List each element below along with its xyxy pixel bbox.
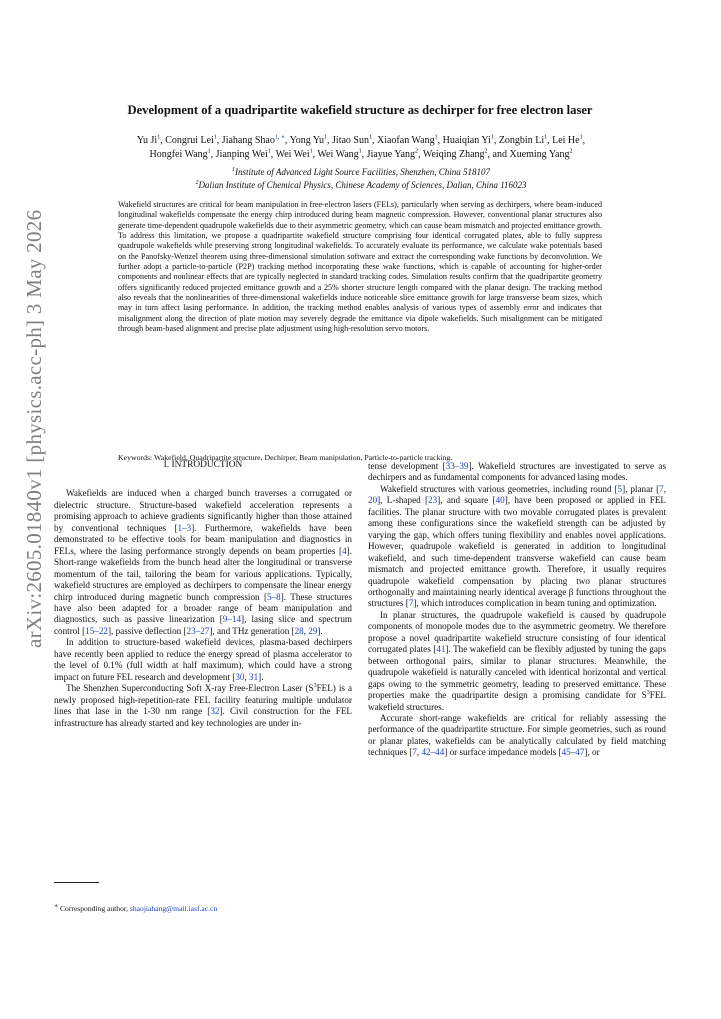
- paragraph: [368, 713, 666, 759]
- author-name: Hongfei Wang: [149, 149, 208, 160]
- author-affiliation-mark: 1, ∗: [274, 134, 285, 141]
- left-column: [54, 460, 352, 729]
- keywords: Keywords: Wakefield, Quadripartite structure, Dechirper, Beam manipulation, Particle-to-particle tracking.: [118, 453, 453, 462]
- citation-link[interactable]: 5–8: [267, 591, 281, 602]
- author-name: and Xueming Yang: [492, 149, 570, 160]
- author-affiliation-mark: 1: [207, 148, 211, 155]
- body-text: ]. The wakefield can be flexibly adjusted by tuning the gaps between orthogonal pairs, similar to planar structures. Meanwhile, the quadrupole wakefield is naturally canceled with identical horizontal and vertical gaps owing to the symmetric geometry, leading to preserved emittance. These properties make the quadripartite design a promising candidate for S: [368, 644, 666, 701]
- author-affiliation-mark: 1: [309, 148, 313, 155]
- author-name: Jiahang Shao: [221, 135, 275, 146]
- author-name: Yong Yu: [289, 135, 325, 146]
- citation-link[interactable]: 29: [308, 625, 318, 636]
- author-affiliation-mark: 1: [544, 134, 548, 141]
- citation-link[interactable]: 7: [659, 483, 664, 494]
- author-affiliation-mark: 1: [324, 134, 328, 141]
- citation-link[interactable]: 20: [368, 495, 378, 506]
- citation-link[interactable]: 5: [617, 483, 623, 494]
- body-text: ]. These structures have also been adapted for a broader range of beam manipulation and diagnostics, such as passive linearization [: [54, 591, 352, 625]
- body-text: ] or surface impedance models [: [444, 747, 562, 758]
- paragraph: [368, 610, 666, 713]
- affiliation-mark: 1: [232, 167, 236, 173]
- author-name: Lei He: [552, 135, 580, 146]
- body-text: ,: [244, 671, 250, 682]
- right-column: [368, 461, 666, 759]
- body-text: ], lasing slice and spectrum control [: [54, 614, 353, 636]
- left-column-body: [54, 488, 352, 729]
- citation-link[interactable]: 30: [235, 671, 245, 682]
- citation-link[interactable]: 33–39: [445, 461, 469, 471]
- citation-link[interactable]: 7: [408, 598, 414, 609]
- author-affiliation-mark: 1: [434, 134, 438, 141]
- arxiv-stamp: [16, 209, 56, 648]
- author-affiliation-mark: 1: [213, 134, 217, 141]
- body-text: In planar structures, the quadrupole wakefield is caused by quadrupole components of monopole modes due to the asymmetric geometry. We therefore propose a novel quadripartite wakefield structure consisting of four identical corrugated plates [: [368, 609, 666, 655]
- author-name: Wei Wang: [317, 149, 359, 160]
- affiliation-text: Dalian Institute of Chemical Physics, Chinese Academy of Sciences, Dalian, China 116023: [198, 179, 527, 190]
- author-affiliation-mark: 1: [358, 148, 362, 155]
- body-text: FEL) is a newly proposed high-repetition-rate FEL facility featuring multiple undulator lines that lase in the 1-30 nm range [: [54, 683, 352, 717]
- body-text: ], passive deflection [: [107, 625, 187, 636]
- citation-link[interactable]: 42–44: [421, 747, 445, 758]
- corresponding-email-link[interactable]: shaojiahang@mail.iasf.ac.cn: [129, 904, 218, 913]
- body-text: ], which introduces complication in beam tuning and optimization.: [413, 598, 657, 609]
- author-name: Congrui Lei: [165, 135, 214, 146]
- body-text: ], and THz generation [: [209, 625, 295, 636]
- paragraph: [368, 461, 666, 484]
- affiliation-text: Institute of Advanced Light Source Facilities, Shenzhen, China 518107: [235, 167, 490, 177]
- body-text: ], L-shaped [: [377, 495, 429, 506]
- author-name: Jianping Wei: [215, 149, 268, 160]
- author-affiliation-mark: 2: [415, 148, 419, 155]
- paragraph: [368, 484, 666, 610]
- body-text: ]. Furthermore, wakefields have been demonstrated to be effective tools for beam manipulation and diagnostics in FELs, where the lasing performance strongly depends on beam properties [: [54, 522, 352, 556]
- paragraph: [54, 683, 352, 729]
- body-text: ], or: [584, 747, 600, 758]
- citation-link[interactable]: 23: [428, 495, 438, 506]
- body-text: ]. Wakefield structures are investigated to serve as dechirpers and as fundamental components for advanced lasing modes.: [368, 461, 667, 483]
- author-affiliation-mark: 1: [579, 134, 583, 141]
- body-text: ].: [317, 625, 323, 636]
- footnote-label: Corresponding author,: [58, 904, 130, 913]
- citation-link[interactable]: 1–3: [177, 522, 192, 533]
- footnote: [54, 904, 217, 913]
- citation-link[interactable]: 28: [294, 625, 304, 636]
- body-text: Wakefield structures with various geometries, including round [: [380, 483, 618, 494]
- author-name: Jiayue Yang: [366, 149, 416, 160]
- author-name: Zongbin Li: [498, 135, 545, 146]
- affiliation-mark: 2: [195, 179, 199, 186]
- superscript: 3: [313, 683, 317, 690]
- author-affiliation-mark: 2: [484, 148, 488, 155]
- paragraph: [54, 488, 352, 637]
- arxiv-identifier[interactable]: arXiv:2605.01840v1 [physics.acc-ph] 3 May 2026: [22, 209, 46, 648]
- body-text: ].: [258, 671, 264, 682]
- body-text: In addition to structure-based wakefield devices, plasma-based dechirpers have recently been applied to reduce the energy spread of plasma accelerator to the level of 0.1% (full width at half maximum), which could have a strong impact on future FEL research and development [: [54, 637, 352, 682]
- author-affiliation-mark: 1: [267, 148, 271, 155]
- body-text: FEL wakefield structures.: [368, 690, 666, 712]
- author-affiliation-mark: 2: [569, 148, 573, 155]
- body-text: tense development [: [368, 461, 446, 471]
- body-text: The Shenzhen Superconducting Soft X-ray Free-Electron Laser (S: [66, 683, 314, 694]
- affiliation-line: [72, 179, 650, 192]
- author-list: Yu Ji$^1$, Congrui Lei$^1$, Jiahang Shao$^{1, ∗}$, Yong Yu$^1$, Jitao Sun$^1$, Xiaofan Wang$^1$, Huaiqian Yi$^1$, Zongbin Li$^1$, Lei He$^1$, Hongfei Wang$^1$, Jianping Wei$^1$, Wei Wei$^1$, Wei Wang$^1$, Jiayue Yang$^2$, Weiqing Zhang$^2$, and Xueming Yang$^2$: [136, 134, 586, 160]
- citation-link[interactable]: 9–14: [222, 614, 242, 625]
- affiliations: [72, 166, 650, 191]
- abstract: Wakefield structures are critical for beam manipulation in free-electron lasers (FELs), particularly when serving as dechirpers, where beam-induced longitudinal wakefields compensate the energy chirp introduced during beam magnetic compression. However, conventional planar structures also generate time-dependent quadrupole wakefields due to their asymmetric geometry, which can cause beam mismatch and projected emittance growth. To address this limitation, we propose a quadripartite wakefield structure comprising four identical corrugated plates, able to fully suppress quadrupole wakefields while preserving strong longitudinal wakefields. To accurately evaluate its performance, we calculate wake potentials based on the Panofsky-Wenzel theorem using three-dimensional simulation software and extract the corresponding wake functions by deconvolution. We further adopt a particle-to-particle (P2P) tracking method incorporating these wake functions, which is capable of accounting for higher-order components and nonlinear effects that are typically neglected in standard tracking codes. Simulation results confirm that the quadripartite geometry offers significantly reduced projected emittance growth and a 25% shorter structure length compared with the planar design. The tracking method also reveals that the nonlinearities of three-dimensional wakefields induce noticeable slice emittance growth for large transverse beam sizes, which may in turn affect lasing performance. In addition, the tracking method enables analysis of various types of assembly error and indicates that misalignment along the direction of plate motion may severely degrade the emittance via dipole wakefields. Such misalignment can be mitigated through beam-based alignment and precise plate adjustment using high-resolution servo motors.: [118, 200, 602, 334]
- affiliation-line: [72, 166, 650, 179]
- body-text: ,: [416, 747, 422, 758]
- section-heading: I. INTRODUCTION: [163, 460, 243, 470]
- citation-link[interactable]: 31: [249, 671, 259, 682]
- paragraph: [54, 637, 352, 683]
- superscript: 3: [646, 690, 650, 697]
- body-text: ], have been proposed or applied in FEL facilities. The planar structure with two movable corrugated plates is prevalent among these configurations since the wakefield strength can be adjusted by varying the gap, which offers tuning flexibility and enables novel applications. However, quadrupole wakefield is generated in addition to longitudinal wakefield, and such time-dependent transverse wakefield can cause beam mismatch and projected emittance growth. Therefore, it usually requires quadrupole wakefield compensation by placing two planar structures orthogonally and maintaining nearly identical average β functions throughout the structures [: [368, 495, 666, 609]
- author-name: Xiaofan Wang: [376, 135, 435, 146]
- citation-link[interactable]: 32: [210, 706, 220, 717]
- citation-link[interactable]: 7: [412, 747, 417, 758]
- body-text: ,: [663, 483, 666, 494]
- body-text: Wakefields are induced when a charged bunch traverses a corrugated or dielectric structure. Structure-based wakefield acceleration represents a promising approach to achieve gradients significantly higher than those attained by conventional techniques [: [54, 488, 352, 533]
- body-text: ], and square [: [437, 495, 496, 506]
- author-affiliation-mark: 1: [157, 134, 161, 141]
- author-name: Weiqing Zhang: [422, 149, 485, 160]
- citation-link[interactable]: 40: [495, 495, 505, 506]
- citation-link[interactable]: 4: [342, 545, 347, 556]
- body-text: ,: [303, 625, 309, 636]
- author-name: Yu Ji: [136, 135, 158, 146]
- footnote-mark: ∗: [54, 903, 59, 910]
- author-affiliation-mark: 1: [490, 134, 494, 141]
- body-text: Accurate short-range wakefields are critical for reliably assessing the performance of the quadripartite structure. For simple geometries, such as round or planar plates, wakefields can be analytically calculated by field matching techniques [: [368, 712, 666, 758]
- author-name: Jitao Sun: [332, 135, 369, 146]
- citation-link[interactable]: 41: [436, 644, 446, 655]
- paper-title: Development of a quadripartite wakefield structure as dechirper for free electron laser: [127, 103, 593, 117]
- author-name: Wei Wei: [275, 149, 310, 160]
- body-text: ], planar [: [622, 483, 660, 494]
- citation-link[interactable]: 15–22: [85, 625, 108, 636]
- citation-link[interactable]: 23–27: [186, 625, 210, 636]
- footnote-rule: [54, 882, 99, 883]
- citation-link[interactable]: 45–47: [561, 747, 585, 758]
- body-text: ]. Civil construction for the FEL infrastructure has already started and key technologies are under in-: [54, 706, 352, 728]
- author-name: Huaiqian Yi: [442, 135, 491, 146]
- body-text: ]. Short-range wakefields from the bunch head alter the longitudinal or transverse momentum of the tail, tailoring the beam for various applications. Typically, wakefield structures are employed as dechirpers to compensate the linear energy chirp introduced during magnetic bunch compression [: [54, 545, 352, 602]
- author-affiliation-mark: 1: [368, 134, 372, 141]
